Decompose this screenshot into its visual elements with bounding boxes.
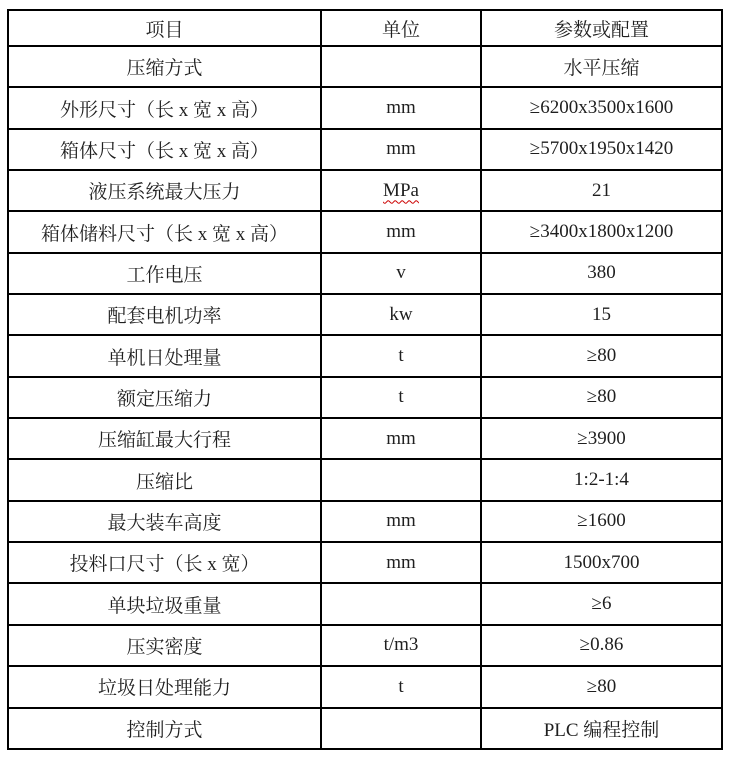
value-cell: ≥3900 xyxy=(481,418,722,459)
spec-table xyxy=(7,9,723,750)
item-cell: 垃圾日处理能力 xyxy=(8,666,321,707)
unit-cell xyxy=(321,583,481,624)
value-cell: 21 xyxy=(481,170,722,211)
value-cell: ≥5700x1950x1420 xyxy=(481,129,722,170)
item-cell: 控制方式 xyxy=(8,708,321,750)
unit-cell xyxy=(321,170,481,211)
unit-cell: mm xyxy=(321,501,481,542)
col-header-item: 项目 xyxy=(8,10,321,46)
item-cell: 压实密度 xyxy=(8,625,321,666)
table-row xyxy=(8,335,722,376)
spellchecked-unit-text: MPa xyxy=(383,179,419,201)
unit-cell xyxy=(321,459,481,500)
table-row xyxy=(8,294,722,335)
item-cell: 压缩缸最大行程 xyxy=(8,418,321,459)
unit-cell: mm xyxy=(321,542,481,583)
value-cell: ≥6200x3500x1600 xyxy=(481,87,722,128)
table-row xyxy=(8,459,722,500)
item-cell: 箱体储料尺寸（长 x 宽 x 高） xyxy=(8,211,321,252)
table-row xyxy=(8,418,722,459)
unit-cell: t xyxy=(321,335,481,376)
item-cell: 单机日处理量 xyxy=(8,335,321,376)
value-cell: ≥80 xyxy=(481,377,722,418)
item-cell: 额定压缩力 xyxy=(8,377,321,418)
value-cell: 1500x700 xyxy=(481,542,722,583)
unit-cell: kw xyxy=(321,294,481,335)
value-cell: 380 xyxy=(481,253,722,294)
unit-cell: t/m3 xyxy=(321,625,481,666)
item-cell: 压缩比 xyxy=(8,459,321,500)
value-cell: 水平压缩 xyxy=(481,46,722,87)
table-row xyxy=(8,211,722,252)
item-cell: 压缩方式 xyxy=(8,46,321,87)
item-cell: 最大装车高度 xyxy=(8,501,321,542)
table-row xyxy=(8,625,722,666)
value-cell: ≥1600 xyxy=(481,501,722,542)
value-cell: ≥6 xyxy=(481,583,722,624)
unit-cell: mm xyxy=(321,129,481,170)
unit-cell: t xyxy=(321,377,481,418)
table-row xyxy=(8,170,722,211)
unit-cell: t xyxy=(321,666,481,707)
item-cell: 外形尺寸（长 x 宽 x 高） xyxy=(8,87,321,128)
item-cell: 工作电压 xyxy=(8,253,321,294)
value-cell: ≥80 xyxy=(481,335,722,376)
value-cell: ≥0.86 xyxy=(481,625,722,666)
item-cell: 投料口尺寸（长 x 宽） xyxy=(8,542,321,583)
value-cell: ≥3400x1800x1200 xyxy=(481,211,722,252)
value-cell: 15 xyxy=(481,294,722,335)
table-row xyxy=(8,542,722,583)
value-cell: 1:2-1:4 xyxy=(481,459,722,500)
table-row xyxy=(8,253,722,294)
value-cell: ≥80 xyxy=(481,666,722,707)
col-header-value: 参数或配置 xyxy=(481,10,722,46)
table-row xyxy=(8,583,722,624)
col-header-unit: 单位 xyxy=(321,10,481,46)
item-cell: 单块垃圾重量 xyxy=(8,583,321,624)
header-row xyxy=(8,10,722,46)
unit-cell: mm xyxy=(321,418,481,459)
table-row xyxy=(8,377,722,418)
table-row xyxy=(8,708,722,750)
table-row xyxy=(8,666,722,707)
table-row xyxy=(8,46,722,87)
table-row xyxy=(8,129,722,170)
table-row xyxy=(8,87,722,128)
unit-cell xyxy=(321,708,481,750)
unit-cell: v xyxy=(321,253,481,294)
item-cell: 液压系统最大压力 xyxy=(8,170,321,211)
item-cell: 箱体尺寸（长 x 宽 x 高） xyxy=(8,129,321,170)
value-cell: PLC 编程控制 xyxy=(481,708,722,750)
unit-cell xyxy=(321,46,481,87)
unit-cell: mm xyxy=(321,211,481,252)
table-row xyxy=(8,501,722,542)
unit-cell: mm xyxy=(321,87,481,128)
item-cell: 配套电机功率 xyxy=(8,294,321,335)
